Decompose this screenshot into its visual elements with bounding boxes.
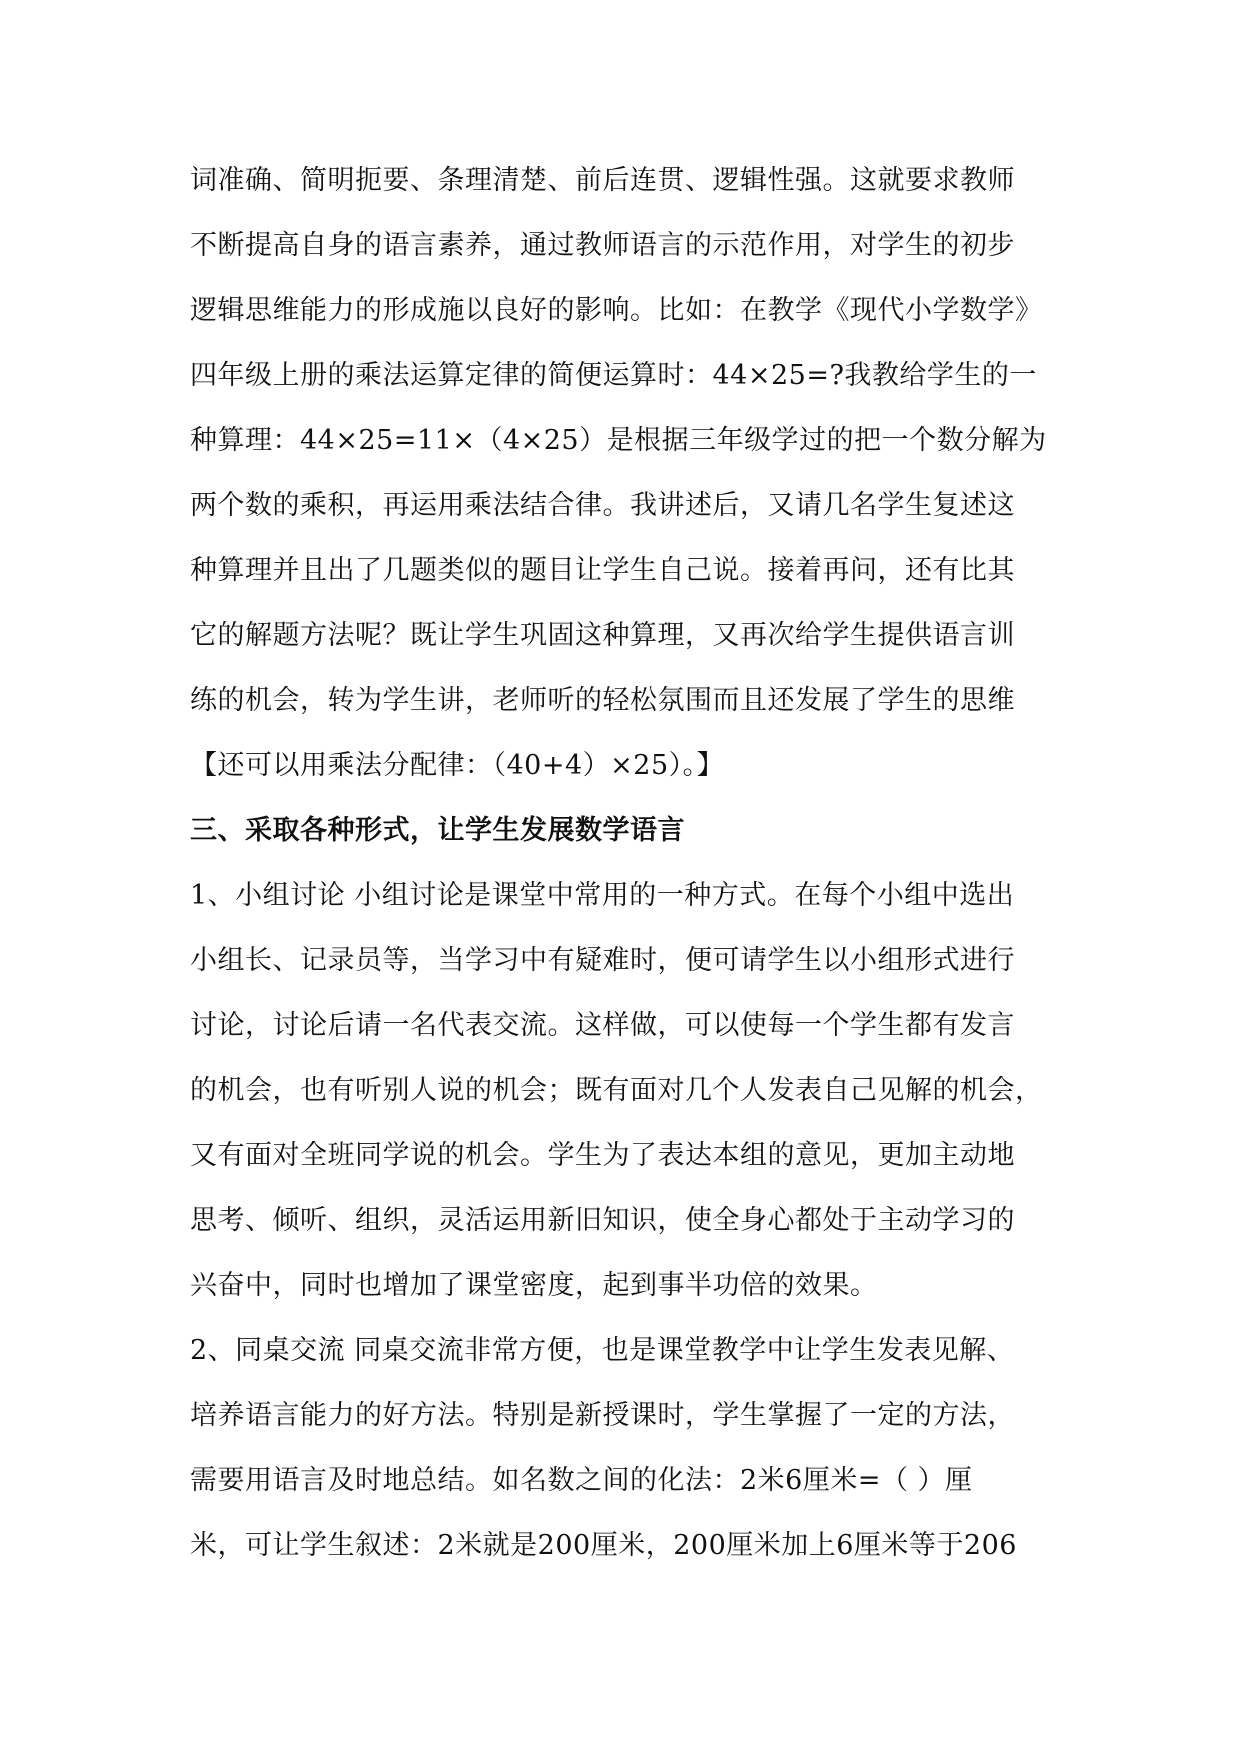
paragraph-line: 【还可以用乘法分配律：（40+4）×25）。】 (190, 750, 725, 781)
paragraph-line: 两个数的乘积，再运用乘法结合律。我讲述后，又请几名学生复述这 (190, 490, 1015, 521)
paragraph-line: 1、小组讨论 小组讨论是课堂中常用的一种方式。在每个小组中选出 (190, 880, 1015, 911)
paragraph-line: 思考、倾听、组织，灵活运用新旧知识，使全身心都处于主动学习的 (190, 1205, 1015, 1236)
paragraph-line: 米，可让学生叙述：2米就是200厘米，200厘米加上6厘米等于206 (190, 1530, 1017, 1561)
paragraph-line: 培养语言能力的好方法。特别是新授课时，学生掌握了一定的方法， (190, 1400, 1015, 1431)
paragraph-line: 2、同桌交流 同桌交流非常方便，也是课堂教学中让学生发表见解、 (190, 1335, 1015, 1366)
paragraph-line: 小组长、记录员等，当学习中有疑难时，便可请学生以小组形式进行 (190, 945, 1015, 976)
paragraph-line: 兴奋中，同时也增加了课堂密度，起到事半功倍的效果。 (190, 1270, 878, 1301)
paragraph-line: 逻辑思维能力的形成施以良好的影响。比如：在教学《现代小学数学》 (190, 295, 1043, 326)
paragraph-line: 它的解题方法呢？既让学生巩固这种算理，又再次给学生提供语言训 (190, 620, 1015, 651)
paragraph-line: 练的机会，转为学生讲，老师听的轻松氛围而且还发展了学生的思维 (190, 685, 1015, 716)
paragraph-line: 讨论，讨论后请一名代表交流。这样做，可以使每一个学生都有发言 (190, 1010, 1015, 1041)
paragraph-line: 又有面对全班同学说的机会。学生为了表达本组的意见，更加主动地 (190, 1140, 1015, 1171)
paragraph-line: 种算理：44×25=11×（4×25）是根据三年级学过的把一个数分解为 (190, 425, 1047, 456)
paragraph-line: 需要用语言及时地总结。如名数之间的化法：2米6厘米=（ ）厘 (190, 1465, 973, 1496)
paragraph-line: 的机会，也有听别人说的机会；既有面对几个人发表自己见解的机会， (190, 1075, 1043, 1106)
paragraph-line: 词准确、简明扼要、条理清楚、前后连贯、逻辑性强。这就要求教师 (190, 165, 1015, 196)
paragraph-line: 种算理并且出了几题类似的题目让学生自己说。接着再问，还有比其 (190, 555, 1015, 586)
paragraph-line: 不断提高自身的语言素养，通过教师语言的示范作用，对学生的初步 (190, 230, 1015, 261)
section-heading: 三、采取各种形式，让学生发展数学语言 (190, 815, 685, 846)
paragraph-line: 四年级上册的乘法运算定律的简便运算时：44×25=?我教给学生的一 (190, 360, 1037, 391)
